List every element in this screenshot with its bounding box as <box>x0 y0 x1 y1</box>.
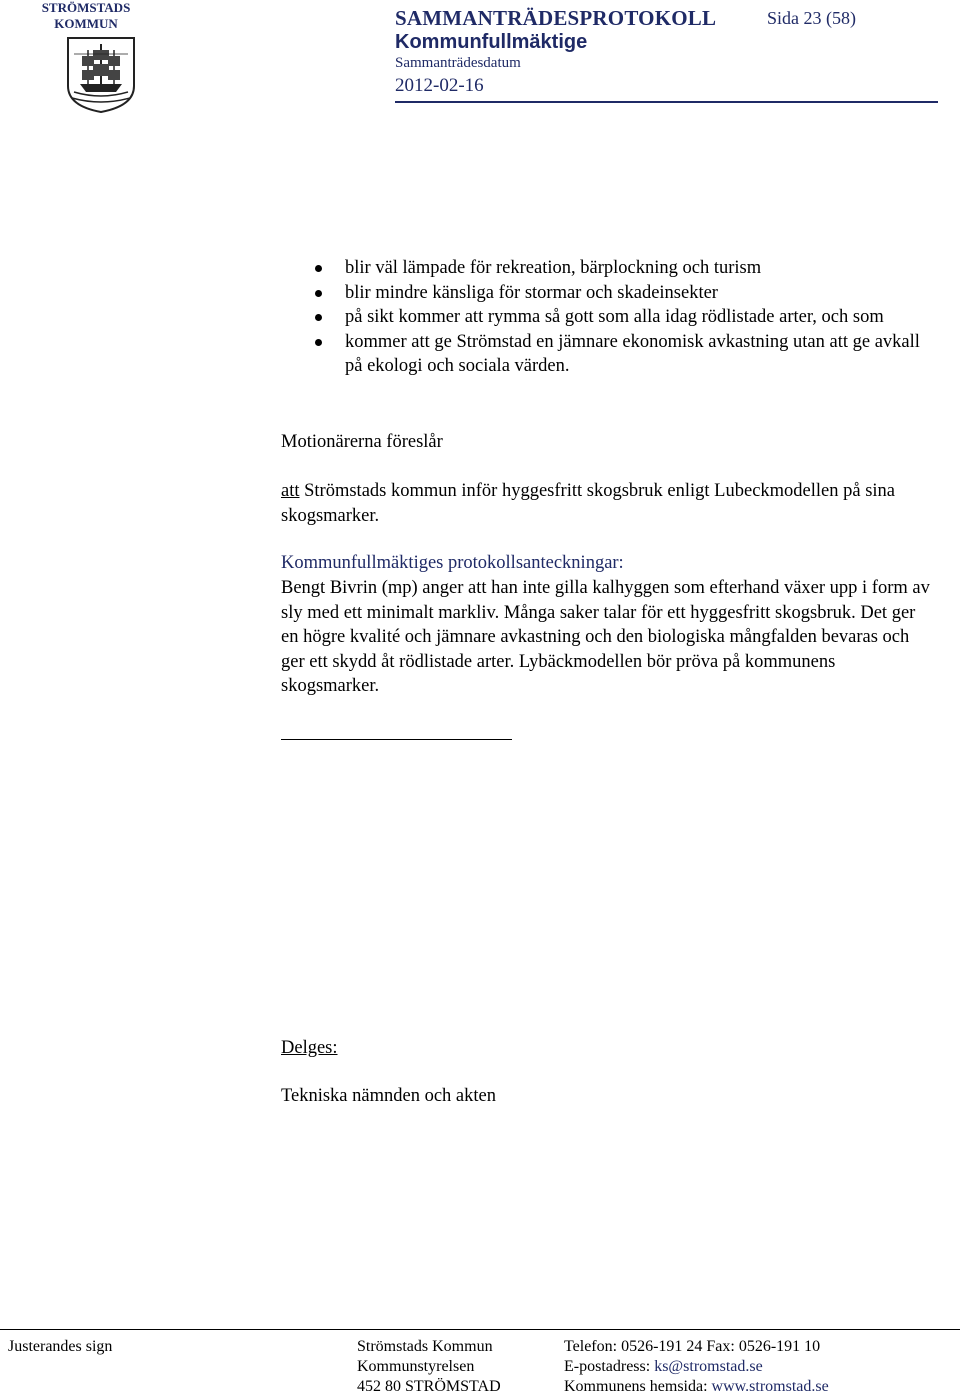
document-title: SAMMANTRÄDESPROTOKOLL <box>395 6 717 30</box>
notes-text: Bengt Bivrin (mp) anger att han inte gilla kalhyggen som efterhand växer upp i form av sly med ett minimalt markliv. Många saker talar för ett hyggesfritt skogsbruk. Det ger en högre kvalité och jämnare avkastning och den biologiska mångfalden bevaras och ger ett skydd åt rödlistade arter. Lybäckmodellen bör pröva på kommunens skogsmarker. <box>281 578 930 696</box>
body-name: Kommunfullmäktige <box>395 31 588 53</box>
bullet-icon <box>315 290 322 297</box>
list-item-text: blir väl lämpade för rekreation, bärplockning och turism <box>345 258 762 278</box>
organization-name-line2: KOMMUN <box>54 16 118 31</box>
footer-dept: Kommunstyrelsen <box>357 1358 475 1375</box>
meeting-date-label: Sammanträdesdatum <box>395 55 521 71</box>
footer-email <box>564 1357 763 1377</box>
organization-name <box>12 0 160 32</box>
footer-phone: Telefon: 0526-191 24 Fax: 0526-191 10 <box>564 1338 821 1355</box>
proposal-text: Strömstads kommun inför hyggesfritt skogsbruk enligt Lubeckmodellen på sina skogsmarker. <box>281 481 896 526</box>
footer-sign-label: Justerandes sign <box>8 1338 113 1355</box>
list-item-text: blir mindre känsliga för stormar och skadeinsekter <box>345 282 718 303</box>
bullet-icon <box>315 265 322 272</box>
footer-web-label: Kommunens hemsida: <box>564 1378 712 1395</box>
footer-address: 452 80 STRÖMSTAD <box>357 1378 501 1395</box>
list-item-text: kommer att ge Strömstad en jämnare ekonomisk avkastning utan att ge avkall på ekologi och sociala värden. <box>345 331 920 376</box>
delges-heading-text: Delges: <box>281 1038 338 1058</box>
separator-line <box>281 739 512 740</box>
bullet-icon <box>315 339 322 346</box>
list-item <box>281 256 931 281</box>
footer-web <box>564 1377 829 1397</box>
list-item-text: på sikt kommer att rymma så gott som alla idag rödlistade arter, och som <box>345 307 884 327</box>
footer-email-label: E-postadress: <box>564 1358 655 1375</box>
list-item <box>281 330 931 379</box>
footer-org: Strömstads Kommun <box>357 1338 493 1355</box>
email-link[interactable]: ks@stromstad.se <box>654 1358 763 1375</box>
bullet-icon <box>315 314 322 321</box>
motion-proposal <box>281 479 931 528</box>
notes-heading: Kommunfullmäktiges protokollsanteckningar: <box>281 553 624 573</box>
delges-recipients: Tekniska nämnden och akten <box>281 1086 496 1106</box>
delges-heading <box>281 1036 931 1061</box>
motion-heading: Motionärerna föreslår <box>281 432 443 452</box>
website-link[interactable]: www.stromstad.se <box>711 1378 829 1395</box>
municipal-crest-ship-icon <box>66 36 136 119</box>
organization-name-line1: STRÖMSTADS <box>41 0 131 15</box>
bullet-list <box>281 256 931 379</box>
page-number: Sida 23 (58) <box>767 8 856 28</box>
footer-rule <box>0 1329 960 1330</box>
list-item <box>281 305 931 330</box>
header-rule <box>395 101 938 103</box>
att-word: att <box>281 481 300 501</box>
list-item <box>281 281 931 306</box>
meeting-date: 2012-02-16 <box>395 75 484 96</box>
